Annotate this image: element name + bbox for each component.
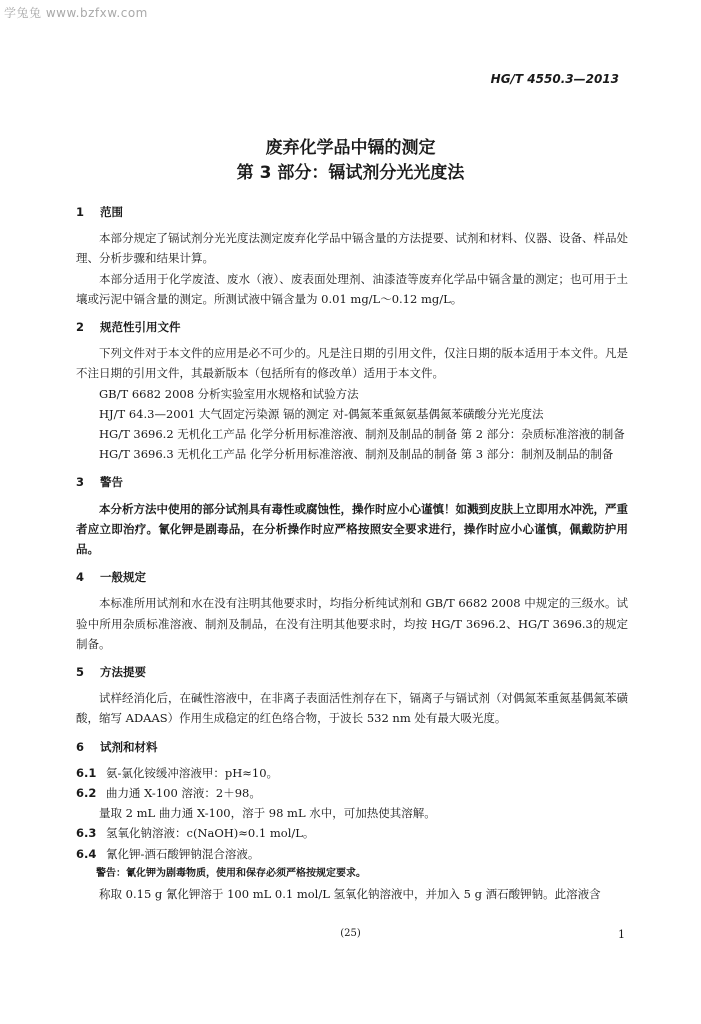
reference-item: HJ/T 64.3—2001 大气固定污染源 镉的测定 对-偶氮苯重氮氨基偶氮苯磺酸分光光度法 [99,406,544,421]
warning-paragraph: 本分析方法中使用的部分试剂具有毒性或腐蚀性，操作时应小心谨慎！如溅到皮肤上立即用水冲洗，严重者应立即治疗。氰化钾是剧毒品，在分析操作时应严格按照安全要求进行，操作时应小心谨慎，佩戴防护用品。 [76,501,628,557]
item-number: 6.3 [76,826,97,841]
reagent-item [76,823,628,843]
section-number: 1 [76,205,85,219]
section-title: 试剂和材料 [100,739,158,754]
paragraph: 本标准所用试剂和水在没有注明其他要求时，均指分析纯试剂和 GB/T 6682 2008 中规定的三级水。试验中所用杂质标准溶液、制剂及制品，在没有注明其他要求时，均按 HG/T 3696.2、HG/T 3696.3的规定制备。 [76,596,628,651]
section-heading-scope [76,202,628,222]
document-title: 废弃化学品中镉的测定 [265,138,436,158]
section-heading-normative-references [76,317,628,337]
reagent-item [76,783,628,803]
section-number: 6 [76,739,85,754]
section-title: 警告 [100,475,124,490]
page-number: 1 [618,928,625,941]
reagent-preparation: 称取 0.15 g 氰化钾溶于 100 mL 0.1 mol/L 氢氧化钠溶液中，并加入 5 g 酒石酸钾钠。此溶液含 [99,887,601,902]
warning-note: 警告：氰化钾为剧毒物质，使用和保存必须严格按规定要求。 [96,867,366,879]
section-number: 4 [76,570,85,585]
section-heading-method-summary [76,662,628,682]
reagent-item [76,763,628,783]
paragraph: 本部分规定了镉试剂分光光度法测定废弃化学品中镉含量的方法提要、试剂和材料、仪器、设备、样品处理、分析步骤和结果计算。 [76,231,628,266]
paragraph: 下列文件对于本文件的应用是必不可少的。凡是注日期的引用文件，仅注日期的版本适用于本文件。凡是不注日期的引用文件，其最新版本（包括所有的修改单）适用于本文件。 [76,346,628,381]
page-mark: (25) [340,928,361,939]
reagent-item [76,844,628,864]
section-heading-reagents [76,737,628,757]
document-body [76,194,628,904]
watermark-text: 学兔兔 www.bzfxw.com [4,6,148,20]
section-title: 范围 [100,205,124,219]
reference-item: HG/T 3696.3 无机化工产品 化学分析用标准溶液、制剂及制品的制备 第 3 部分：制剂及制品的制备 [99,447,614,462]
paragraph: 本部分适用于化学废渣、废水（液）、废表面处理剂、油漆渣等废弃化学品中镉含量的测定；也可用于土壤或污泥中镉含量的测定。所测试液中镉含量为 0.01 mg/L～0.12 mg/L。 [76,271,628,306]
section-number: 2 [76,320,85,335]
item-text: 氨-氯化铵缓冲溶液甲：pH≈10。 [106,765,279,780]
document-subtitle: 第 3 部分：镉试剂分光光度法 [236,163,465,183]
reference-item: HG/T 3696.2 无机化工产品 化学分析用标准溶液、制剂及制品的制备 第 2 部分：杂质标准溶液的制备 [99,427,625,442]
section-number: 3 [76,475,85,490]
section-title: 规范性引用文件 [100,320,181,335]
section-title: 一般规定 [100,570,147,585]
item-text: 曲力通 X-100 溶液：2＋98。 [106,786,261,801]
item-number: 6.1 [76,765,97,780]
section-heading-warning [76,472,628,492]
item-number: 6.4 [76,846,97,861]
reference-item: GB/T 6682 2008 分析实验室用水规格和试验方法 [99,386,359,401]
item-text: 氢氧化钠溶液：c(NaOH)≈0.1 mol/L。 [106,826,315,841]
item-number: 6.2 [76,786,97,801]
section-number: 5 [76,665,85,680]
section-title: 方法提要 [100,665,147,680]
standard-number: HG/T 4550.3—2013 [490,72,619,86]
paragraph: 试样经消化后，在碱性溶液中，在非离子表面活性剂存在下，镉离子与镉试剂（对偶氮苯重氮基偶氮苯磺酸，缩写 ADAAS）作用生成稳定的红色络合物，于波长 532 nm 处有最大吸光度。 [76,691,628,726]
section-heading-general-rules [76,567,628,587]
reagent-preparation: 量取 2 mL 曲力通 X-100，溶于 98 mL 水中，可加热使其溶解。 [99,806,436,821]
item-text: 氰化钾-酒石酸钾钠混合溶液。 [106,846,260,861]
